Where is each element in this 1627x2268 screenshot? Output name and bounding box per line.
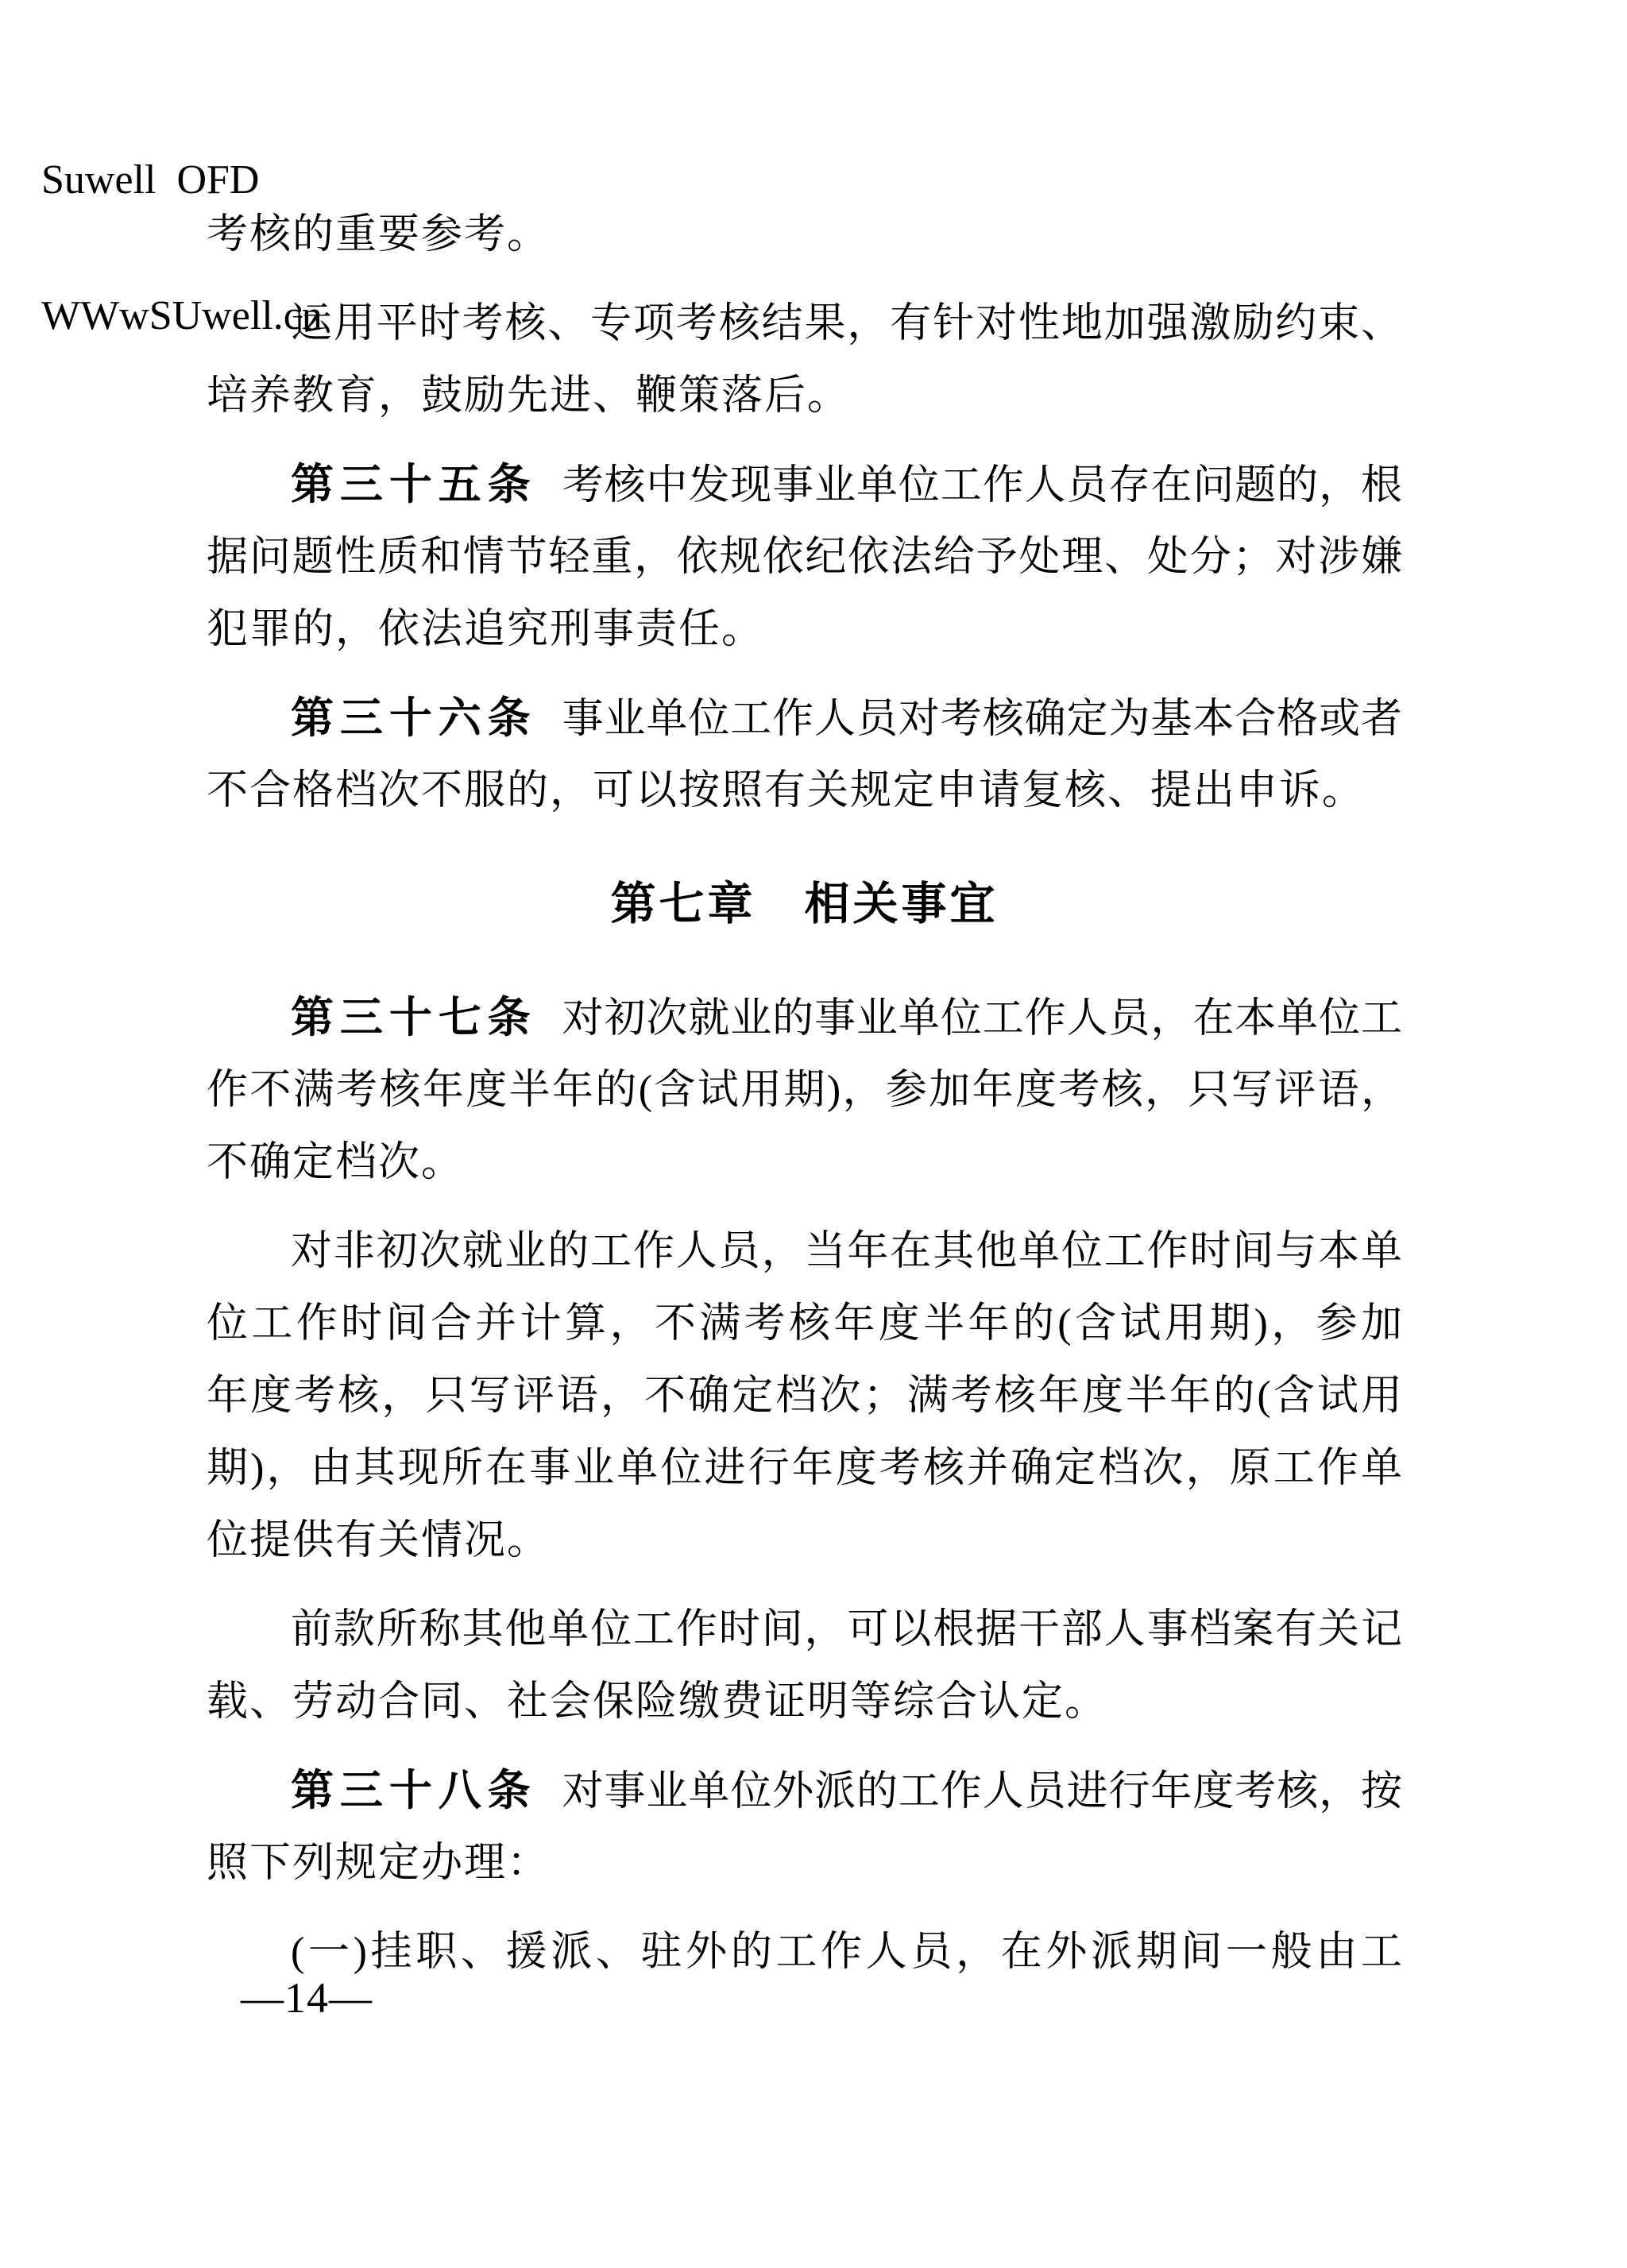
body-line: 位工作时间合并计算，不满考核年度半年的(含试用期)，参加: [207, 1301, 1402, 1347]
body-line: [207, 982, 1402, 1054]
page-number: —14—: [241, 1974, 373, 2022]
body-line: [207, 1755, 1402, 1827]
body-line: 年度考核，只写评语，不确定档次；满考核年度半年的(含试用: [207, 1374, 1402, 1419]
article-text: 考核中发现事业单位工作人员存在问题的，根: [562, 463, 1402, 508]
body-line: 据问题性质和情节轻重，依规依纪依法给予处理、处分；对涉嫌: [207, 535, 1402, 580]
article-text: 对事业单位外派的工作人员进行年度考核，按: [562, 1769, 1402, 1814]
body-line: 不确定档次。: [207, 1140, 465, 1185]
article-number: 第三十六条: [291, 694, 537, 742]
article-text: 对初次就业的事业单位工作人员，在本单位工: [562, 996, 1402, 1041]
body-line: 前款所称其他单位工作时间，可以根据干部人事档案有关记: [291, 1607, 1402, 1652]
body-text: [207, 199, 1402, 1988]
article-text: 事业单位工作人员对考核确定为基本合格或者: [562, 697, 1402, 742]
body-line: 期)，由其现所在事业单位进行年度考核并确定档次，原工作单: [207, 1446, 1402, 1491]
body-line: 作不满考核年度半年的(含试用期)，参加年度考核，只写评语，: [207, 1068, 1402, 1113]
chapter-heading: 第七章 相关事宜: [610, 879, 999, 929]
body-line: 载、劳动合同、社会保险缴费证明等综合认定。: [207, 1679, 1108, 1725]
article-number: 第三十七条: [291, 994, 537, 1041]
body-line: 照下列规定办理：: [207, 1841, 551, 1886]
body-line: 培养教育，鼓励先进、鞭策落后。: [207, 373, 851, 419]
body-line: 位提供有关情况。: [207, 1518, 551, 1563]
body-line: 考核的重要参考。: [207, 212, 551, 257]
body-line: 运用平时考核、专项考核结果，有针对性地加强激励约束、: [291, 301, 1402, 346]
body-line: 不合格档次不服的，可以按照有关规定申请复核、提出申诉。: [207, 768, 1366, 813]
body-line: 犯罪的，依法追究刑事责任。: [207, 607, 765, 652]
watermark-line1: Suwell OFD: [41, 157, 260, 203]
article-number: 第三十五条: [291, 461, 537, 508]
watermark-line2: WWwSUwell.cn: [41, 293, 323, 338]
body-line: 对非初次就业的工作人员，当年在其他单位工作时间与本单: [291, 1229, 1402, 1274]
body-line: [207, 449, 1402, 521]
article-number: 第三十八条: [291, 1767, 537, 1814]
body-line: (一)挂职、援派、驻外的工作人员，在外派期间一般由工: [291, 1930, 1402, 1975]
body-line: [207, 682, 1402, 755]
